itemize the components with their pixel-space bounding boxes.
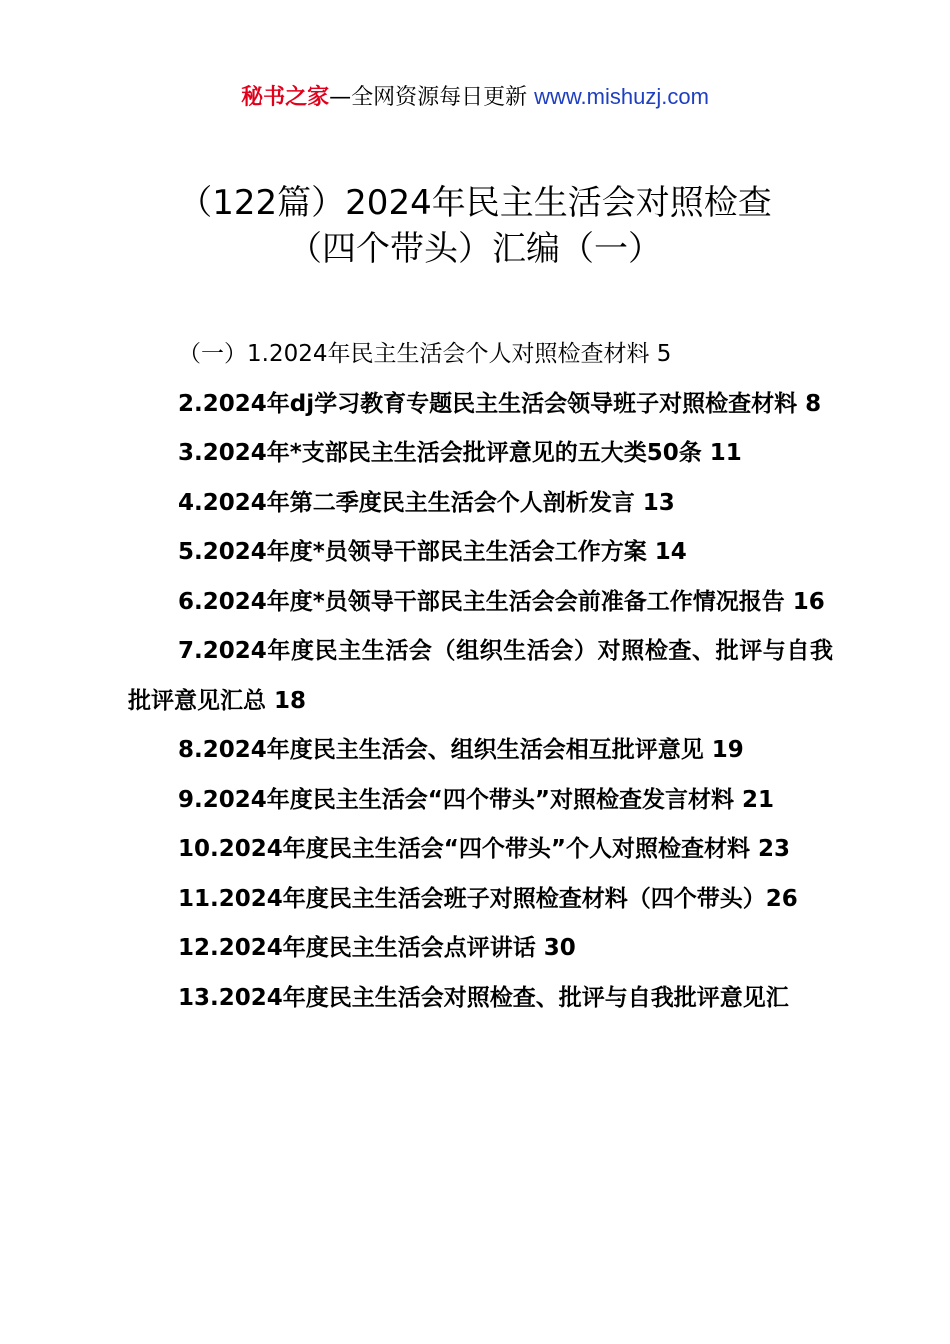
toc-item[interactable]: 9.2024年度民主生活会“四个带头”对照检查发言材料 21 [178,786,775,813]
document-title [0,180,950,272]
toc-item[interactable]: 4.2024年第二季度民主生活会个人剖析发言 13 [178,489,675,516]
title-line-1: （122篇）2024年民主生活会对照检查 [178,183,772,223]
table-of-contents [128,330,833,1023]
toc-item[interactable]: 8.2024年度民主生活会、组织生活会相互批评意见 19 [178,737,744,763]
toc-item[interactable]: 2.2024年dj学习教育专题民主生活会领导班子对照检查材料 8 [178,390,822,417]
site-header [0,82,950,113]
toc-item[interactable]: （一）1.2024年民主生活会个人对照检查材料 5 [178,341,672,367]
toc-item[interactable]: 11.2024年度民主生活会班子对照检查材料（四个带头）26 [178,885,798,912]
toc-item[interactable]: 6.2024年度*员领导干部民主生活会会前准备工作情况报告 16 [178,588,825,615]
toc-item[interactable]: 12.2024年度民主生活会点评讲话 30 [178,935,576,961]
toc-item[interactable]: 10.2024年度民主生活会“四个带头”个人对照检查材料 23 [178,836,791,862]
toc-item[interactable]: 5.2024年度*员领导干部民主生活会工作方案 14 [178,539,687,565]
toc-item[interactable]: 7.2024年度民主生活会（组织生活会）对照检查、批评与自我批评意见汇总 18 [128,638,833,714]
header-tagline: —全网资源每日更新 [329,85,528,110]
brand-name: 秘书之家 [241,85,330,110]
toc-item[interactable]: 3.2024年*支部民主生活会批评意见的五大类50条 11 [178,440,742,466]
toc-item[interactable]: 13.2024年度民主生活会对照检查、批评与自我批评意见汇 [178,984,789,1011]
title-line-2: （四个带头）汇编（一） [288,229,662,269]
site-url-link[interactable]: www.mishuzj.com [534,84,709,109]
